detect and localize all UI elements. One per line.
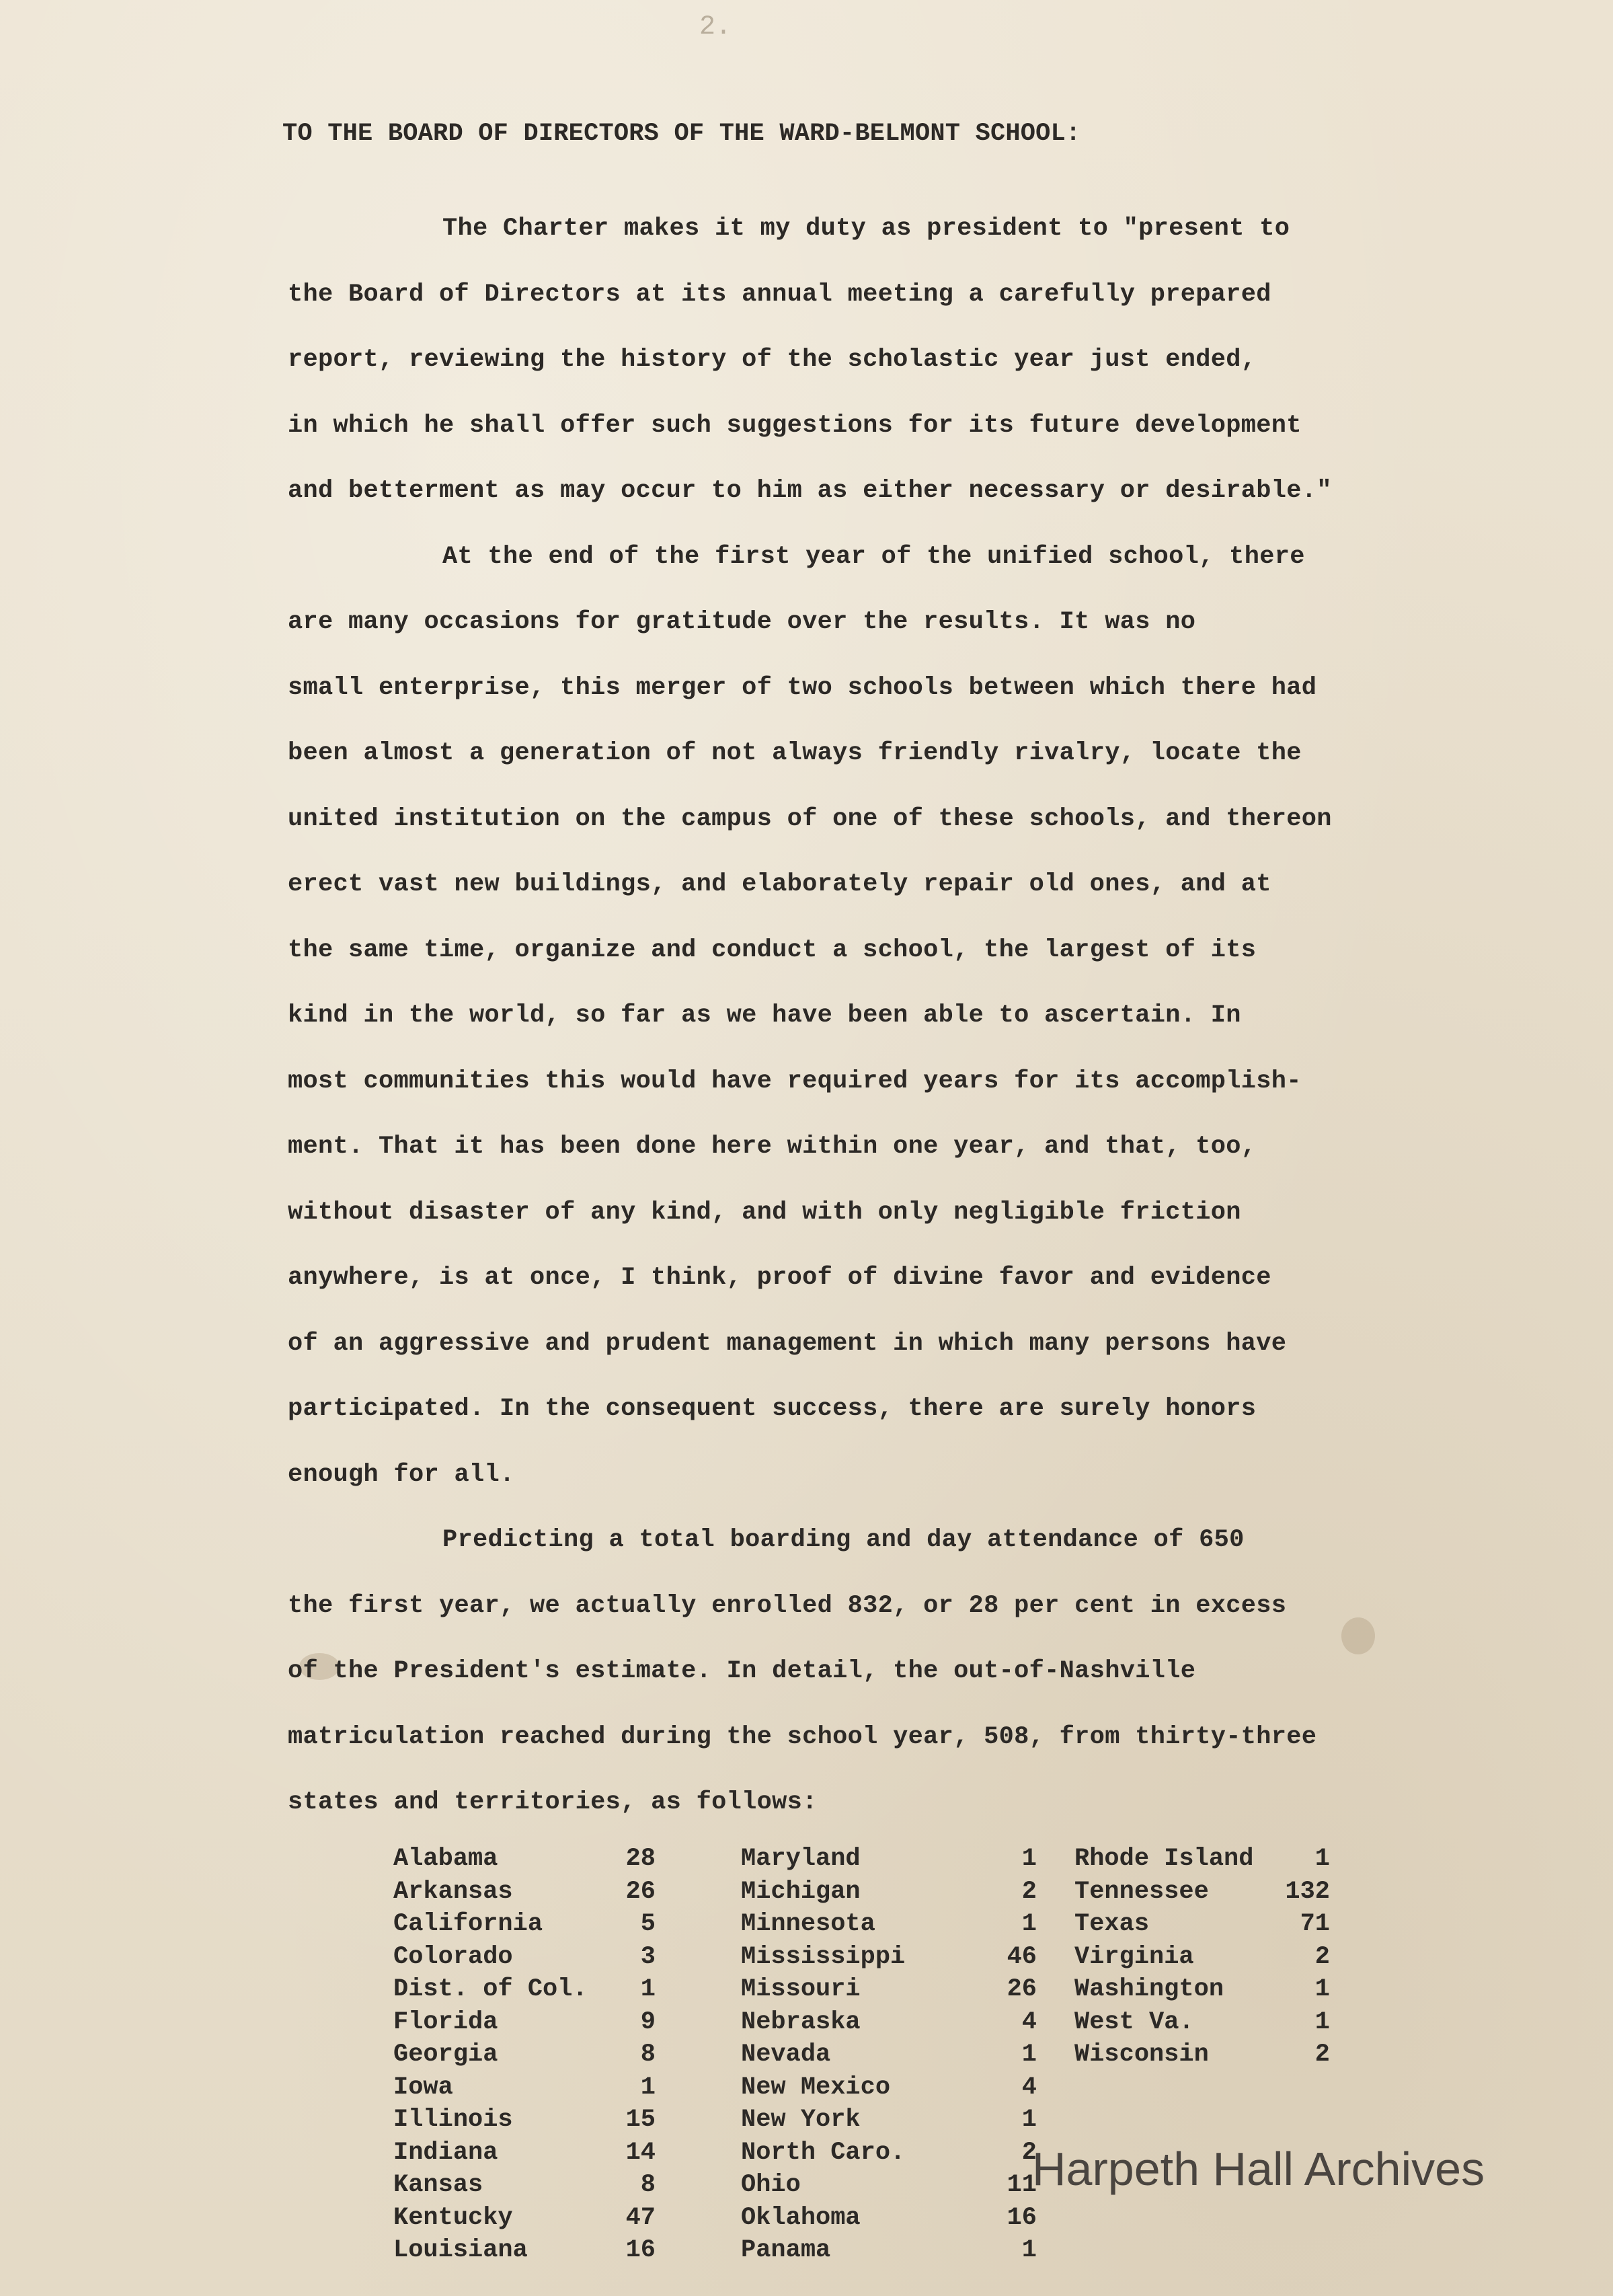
body-line: been almost a generation of not always friendly rivalry, locate the: [288, 739, 1302, 767]
body-line: small enterprise, this merger of two schools between which there had: [288, 673, 1317, 702]
state-name: Indiana: [393, 2138, 498, 2167]
state-count: 8: [640, 2040, 656, 2069]
state-name: Nebraska: [741, 2007, 861, 2036]
state-name: California: [393, 1910, 543, 1938]
state-count: 2: [1314, 1942, 1330, 1971]
body-line: the Board of Directors at its annual meeting a carefully prepared: [288, 280, 1271, 309]
state-count: 1: [1021, 2106, 1037, 2134]
state-count: 1: [640, 2073, 656, 2102]
state-count: 2: [1314, 2040, 1330, 2069]
state-name: New York: [741, 2106, 861, 2134]
state-count: 3: [640, 1942, 656, 1971]
body-line: The Charter makes it my duty as president to "present to: [442, 215, 1290, 243]
body-line: most communities this would have required years for its accomplish-: [288, 1067, 1302, 1096]
state-name: Washington: [1074, 1975, 1224, 2003]
state-name: Georgia: [393, 2040, 498, 2069]
state-name: Louisiana: [393, 2236, 528, 2264]
state-count: 1: [1021, 2040, 1037, 2069]
state-name: Kansas: [393, 2171, 483, 2199]
state-name: Florida: [393, 2007, 498, 2036]
body-line: states and territories, as follows:: [288, 1788, 818, 1816]
state-count: 11: [1007, 2171, 1037, 2199]
state-count: 14: [625, 2138, 656, 2167]
state-name: Panama: [741, 2236, 831, 2264]
state-name: Dist. of Col.: [393, 1975, 588, 2003]
body-line: united institution on the campus of one of these schools, and thereon: [288, 804, 1332, 833]
body-line: of the President's estimate. In detail, the out-of-Nashville: [288, 1657, 1196, 1685]
body-line: erect vast new buildings, and elaborately repair old ones, and at: [288, 870, 1271, 898]
state-count: 1: [1021, 1845, 1037, 1873]
state-name: Nevada: [741, 2040, 831, 2069]
state-name: Kentucky: [393, 2203, 513, 2232]
state-name: Michigan: [741, 1877, 861, 1906]
state-name: North Caro.: [741, 2138, 906, 2167]
state-count: 16: [1007, 2203, 1037, 2232]
state-count: 15: [625, 2106, 656, 2134]
state-name: Iowa: [393, 2073, 453, 2102]
state-count: 1: [1021, 2236, 1037, 2264]
body-line: the same time, organize and conduct a school, the largest of its: [288, 935, 1257, 964]
body-line: report, reviewing the history of the scholastic year just ended,: [288, 346, 1257, 374]
body-line: and betterment as may occur to him as either necessary or desirable.": [288, 477, 1332, 505]
state-count: 2: [1021, 1877, 1037, 1906]
state-name: Rhode Island: [1074, 1845, 1254, 1873]
body-line: of an aggressive and prudent management in which many persons have: [288, 1329, 1287, 1358]
state-count: 71: [1300, 1910, 1330, 1938]
state-name: Oklahoma: [741, 2203, 861, 2232]
body-line: anywhere, is at once, I think, proof of divine favor and evidence: [288, 1264, 1271, 1292]
state-name: Minnesota: [741, 1910, 875, 1938]
state-count: 4: [1021, 2007, 1037, 2036]
state-name: Wisconsin: [1074, 2040, 1209, 2069]
state-name: Mississippi: [741, 1942, 906, 1971]
letter-body: [288, 196, 1404, 1836]
state-name: Tennessee: [1074, 1877, 1209, 1906]
body-line: without disaster of any kind, and with only negligible friction: [288, 1198, 1241, 1227]
state-count: 132: [1285, 1877, 1330, 1906]
page-number: 2.: [699, 12, 732, 42]
state-count: 1: [1314, 1845, 1330, 1873]
state-count: 1: [1314, 1975, 1330, 2003]
body-line: Predicting a total boarding and day attendance of 650: [442, 1526, 1245, 1554]
state-name: West Va.: [1074, 2007, 1194, 2036]
state-count: 4: [1021, 2073, 1037, 2102]
state-count: 2: [1021, 2138, 1037, 2167]
body-line: the first year, we actually enrolled 832, or 28 per cent in excess: [288, 1591, 1287, 1620]
state-name: Arkansas: [393, 1877, 513, 1906]
body-line: kind in the world, so far as we have been able to ascertain. In: [288, 1001, 1241, 1030]
body-line: ment. That it has been done here within one year, and that, too,: [288, 1133, 1257, 1161]
body-line: participated. In the consequent success, there are surely honors: [288, 1395, 1257, 1423]
state-name: Texas: [1074, 1910, 1150, 1938]
state-count: 46: [1007, 1942, 1037, 1971]
state-count: 8: [640, 2171, 656, 2199]
state-name: Illinois: [393, 2106, 513, 2134]
state-count: 16: [625, 2236, 656, 2264]
letter-heading: TO THE BOARD OF DIRECTORS OF THE WARD-BELMONT SCHOOL:: [282, 120, 1081, 148]
state-name: Virginia: [1074, 1942, 1194, 1971]
state-name: Alabama: [393, 1845, 498, 1873]
body-line: At the end of the first year of the unified school, there: [442, 542, 1305, 571]
body-line: enough for all.: [288, 1460, 515, 1489]
state-count: 26: [625, 1877, 656, 1906]
state-count: 26: [1007, 1975, 1037, 2003]
state-name: New Mexico: [741, 2073, 891, 2102]
state-count: 1: [1021, 1910, 1037, 1938]
state-count: 5: [640, 1910, 656, 1938]
body-line: are many occasions for gratitude over the results. It was no: [288, 608, 1196, 636]
state-name: Missouri: [741, 1975, 861, 2003]
state-count: 28: [625, 1845, 656, 1873]
body-line: matriculation reached during the school year, 508, from thirty-three: [288, 1722, 1317, 1751]
state-name: Colorado: [393, 1942, 513, 1971]
state-count: 47: [625, 2203, 656, 2232]
body-line: in which he shall offer such suggestions for its future development: [288, 411, 1302, 440]
archive-watermark: Harpeth Hall Archives: [1032, 2143, 1485, 2195]
state-name: Ohio: [741, 2171, 801, 2199]
state-count: 1: [640, 1975, 656, 2003]
state-name: Maryland: [741, 1845, 861, 1873]
state-count: 9: [640, 2007, 656, 2036]
state-count: 1: [1314, 2007, 1330, 2036]
